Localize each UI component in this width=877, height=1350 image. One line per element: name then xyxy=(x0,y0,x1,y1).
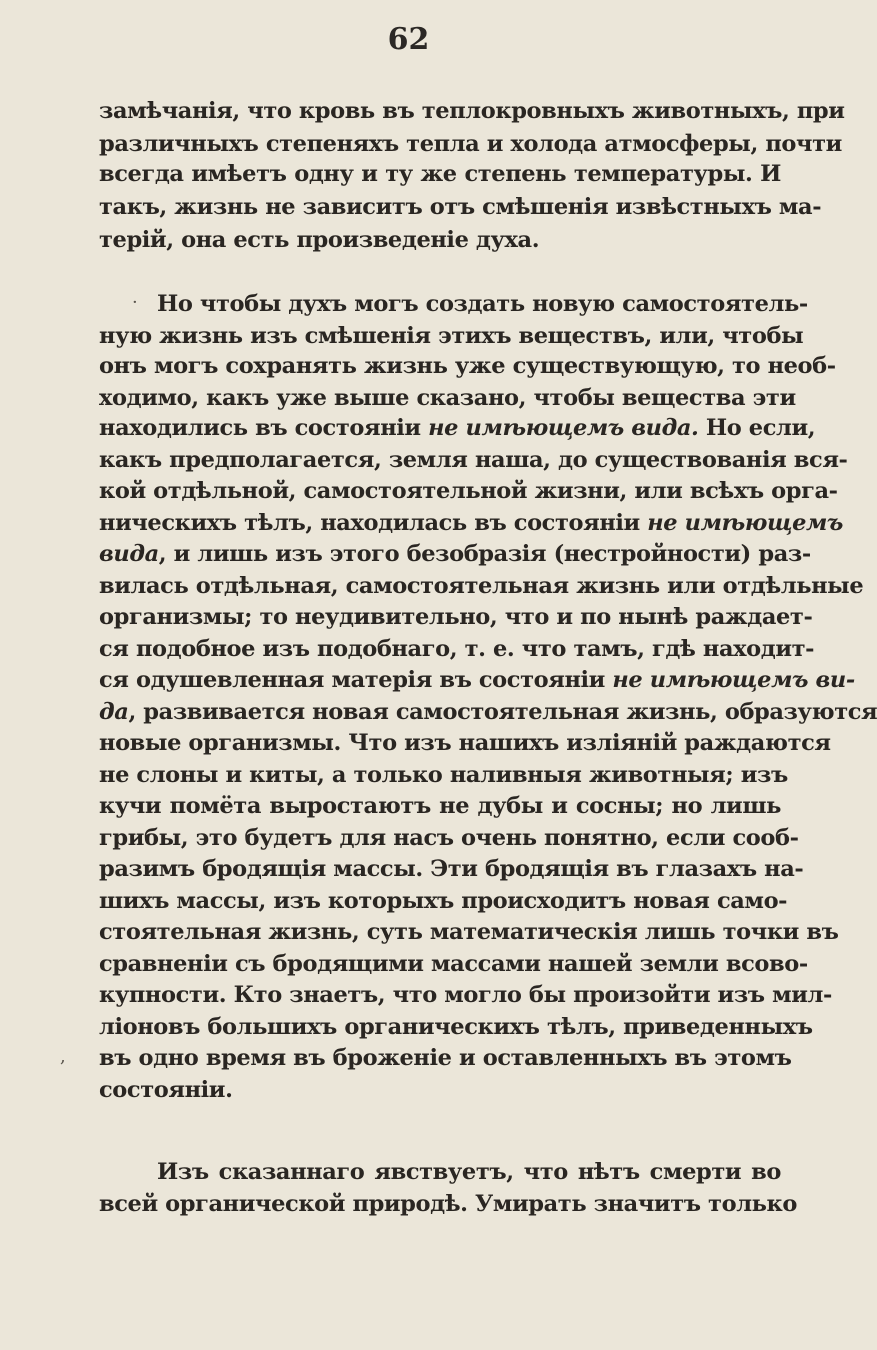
text-line: купности. Кто знаетъ, что могло бы произойти изъ мил- xyxy=(99,982,832,1008)
text-line: сравненіи съ бродящими массами нашей земли всово- xyxy=(99,951,808,977)
text-line xyxy=(99,508,843,538)
text-line: Изъ сказаннаго явствуетъ, что нѣтъ смерти во xyxy=(157,1159,781,1185)
italic-phrase: вида xyxy=(99,541,159,567)
text-line: такъ, жизнь не зависитъ отъ смѣшенія извѣстныхъ ма- xyxy=(99,194,822,220)
text-line: стоятельная жизнь, суть математическія лишь точки въ xyxy=(99,919,839,945)
italic-phrase: не имѣющемъ вида. xyxy=(428,415,699,441)
text-line: въ одно время въ броженіе и оставленныхъ въ этомъ xyxy=(99,1045,792,1071)
text-line: кой отдѣльной, самостоятельной жизни, или всѣхъ орга- xyxy=(99,478,838,504)
text-line: грибы, это будетъ для насъ очень понятно, если сооб- xyxy=(99,825,799,851)
ink-speck: · xyxy=(132,292,138,313)
text-run: , и лишь изъ этого безобразія (нестройности) раз- xyxy=(158,541,811,567)
text-run: ся одушевленная матерія въ состояніи xyxy=(99,667,605,693)
text-line: ліоновъ большихъ органическихъ тѣлъ, приведенныхъ xyxy=(99,1014,813,1040)
text-line: онъ могъ сохранять жизнь уже существующую, то необ- xyxy=(99,353,836,379)
text-line xyxy=(99,413,816,443)
text-line: терій, она есть произведеніе духа. xyxy=(99,227,540,253)
text-line: Но чтобы духъ могъ создать новую самостоятель- xyxy=(157,291,808,317)
text-line: вилась отдѣльная, самостоятельная жизнь или отдѣльные xyxy=(99,573,864,599)
text-line: шихъ массы, изъ которыхъ происходитъ новая само- xyxy=(99,888,788,914)
text-line: новые организмы. Что изъ нашихъ изліяній раждаются xyxy=(99,730,831,756)
italic-phrase: да xyxy=(99,699,129,725)
text-line: ся подобное изъ подобнаго, т. е. что тамъ, гдѣ находит- xyxy=(99,636,815,662)
text-line: различныхъ степеняхъ тепла и холода атмосферы, почти xyxy=(99,131,842,157)
ink-speck: , xyxy=(60,1046,66,1067)
text-line: ходимо, какъ уже выше сказано, чтобы вещества эти xyxy=(99,385,796,411)
text-line: состояніи. xyxy=(99,1077,233,1103)
text-run: Но если, xyxy=(705,415,816,441)
text-line: кучи помёта выростаютъ не дубы и сосны; но лишь xyxy=(99,793,781,819)
text-run: , развивается новая самостоятельная жизнь, образуются xyxy=(128,699,877,725)
page-number: 62 xyxy=(387,22,430,57)
text-line xyxy=(99,539,811,569)
text-line xyxy=(99,665,855,695)
text-line: организмы; то неудивительно, что и по нынѣ раждает- xyxy=(99,604,813,630)
text-line: всегда имѣетъ одну и ту же степень температуры. И xyxy=(99,161,781,187)
italic-phrase: не имѣющемъ ви- xyxy=(612,667,855,693)
text-run: ническихъ тѣлъ, находилась въ состояніи xyxy=(99,510,640,536)
text-line: всей органической природѣ. Умирать значитъ только xyxy=(99,1191,797,1217)
text-line: разимъ бродящія массы. Эти бродящія въ глазахъ на- xyxy=(99,856,804,882)
italic-phrase: не имѣющемъ xyxy=(647,510,843,536)
text-line: не слоны и киты, а только наливныя животныя; изъ xyxy=(99,762,788,788)
text-run: находились въ состояніи xyxy=(99,415,421,441)
text-line xyxy=(99,697,877,727)
text-line: ную жизнь изъ смѣшенія этихъ веществъ, или, чтобы xyxy=(99,323,804,349)
text-line: какъ предполагается, земля наша, до существованія вся- xyxy=(99,447,848,473)
text-line: замѣчанія, что кровь въ теплокровныхъ животныхъ, при xyxy=(99,98,845,124)
